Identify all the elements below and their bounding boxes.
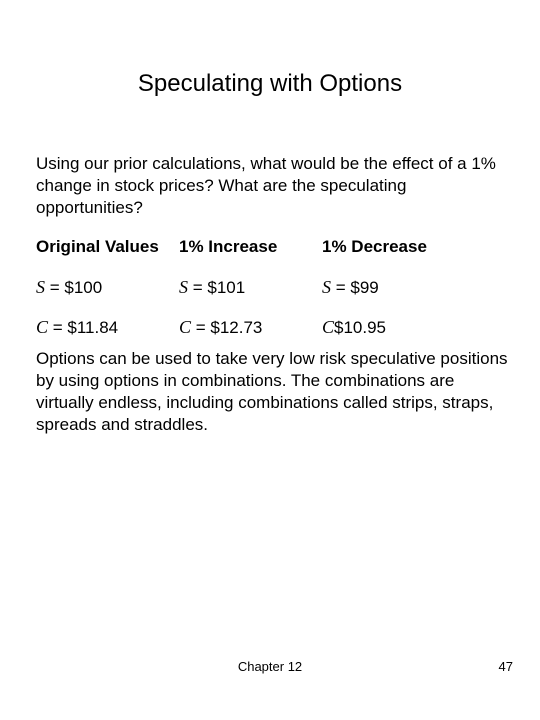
variable-symbol: C [322,317,335,337]
table-row [36,276,516,316]
table-cell [179,276,245,299]
closing-paragraph: Options can be used to take very low risk speculative positions by using options in combinations. The combinations are virtually endless, including combinations called strips, straps, spreads and straddles. [36,349,508,434]
cell-value: = $11.84 [48,318,119,337]
header-decrease: 1% Decrease [322,237,427,256]
table-cell [36,276,102,299]
table-cell [36,316,118,339]
table-cell [322,316,386,339]
table-cell [179,316,262,339]
variable-symbol: S [36,277,45,297]
variable-symbol: C [36,317,49,337]
cell-value: = $100 [45,278,103,297]
footer-chapter: Chapter 12 [237,659,303,674]
table-cell [322,276,379,299]
variable-symbol: S [322,277,331,297]
cell-value: = $12.73 [191,318,263,337]
cell-value: $10.95 [334,318,387,337]
header-increase: 1% Increase [179,237,278,256]
variable-symbol: C [179,317,192,337]
cell-value: = $101 [188,278,246,297]
header-original-values: Original Values [36,237,159,256]
values-table [36,236,516,356]
intro-paragraph: Using our prior calculations, what would be the effect of a 1% change in stock prices? What are the speculating opportunities? [36,154,496,217]
table-header-row [36,236,516,276]
variable-symbol: S [179,277,188,297]
page-number: 47 [498,659,513,674]
cell-value: = $99 [331,278,379,297]
slide-title: Speculating with Options [137,70,403,97]
